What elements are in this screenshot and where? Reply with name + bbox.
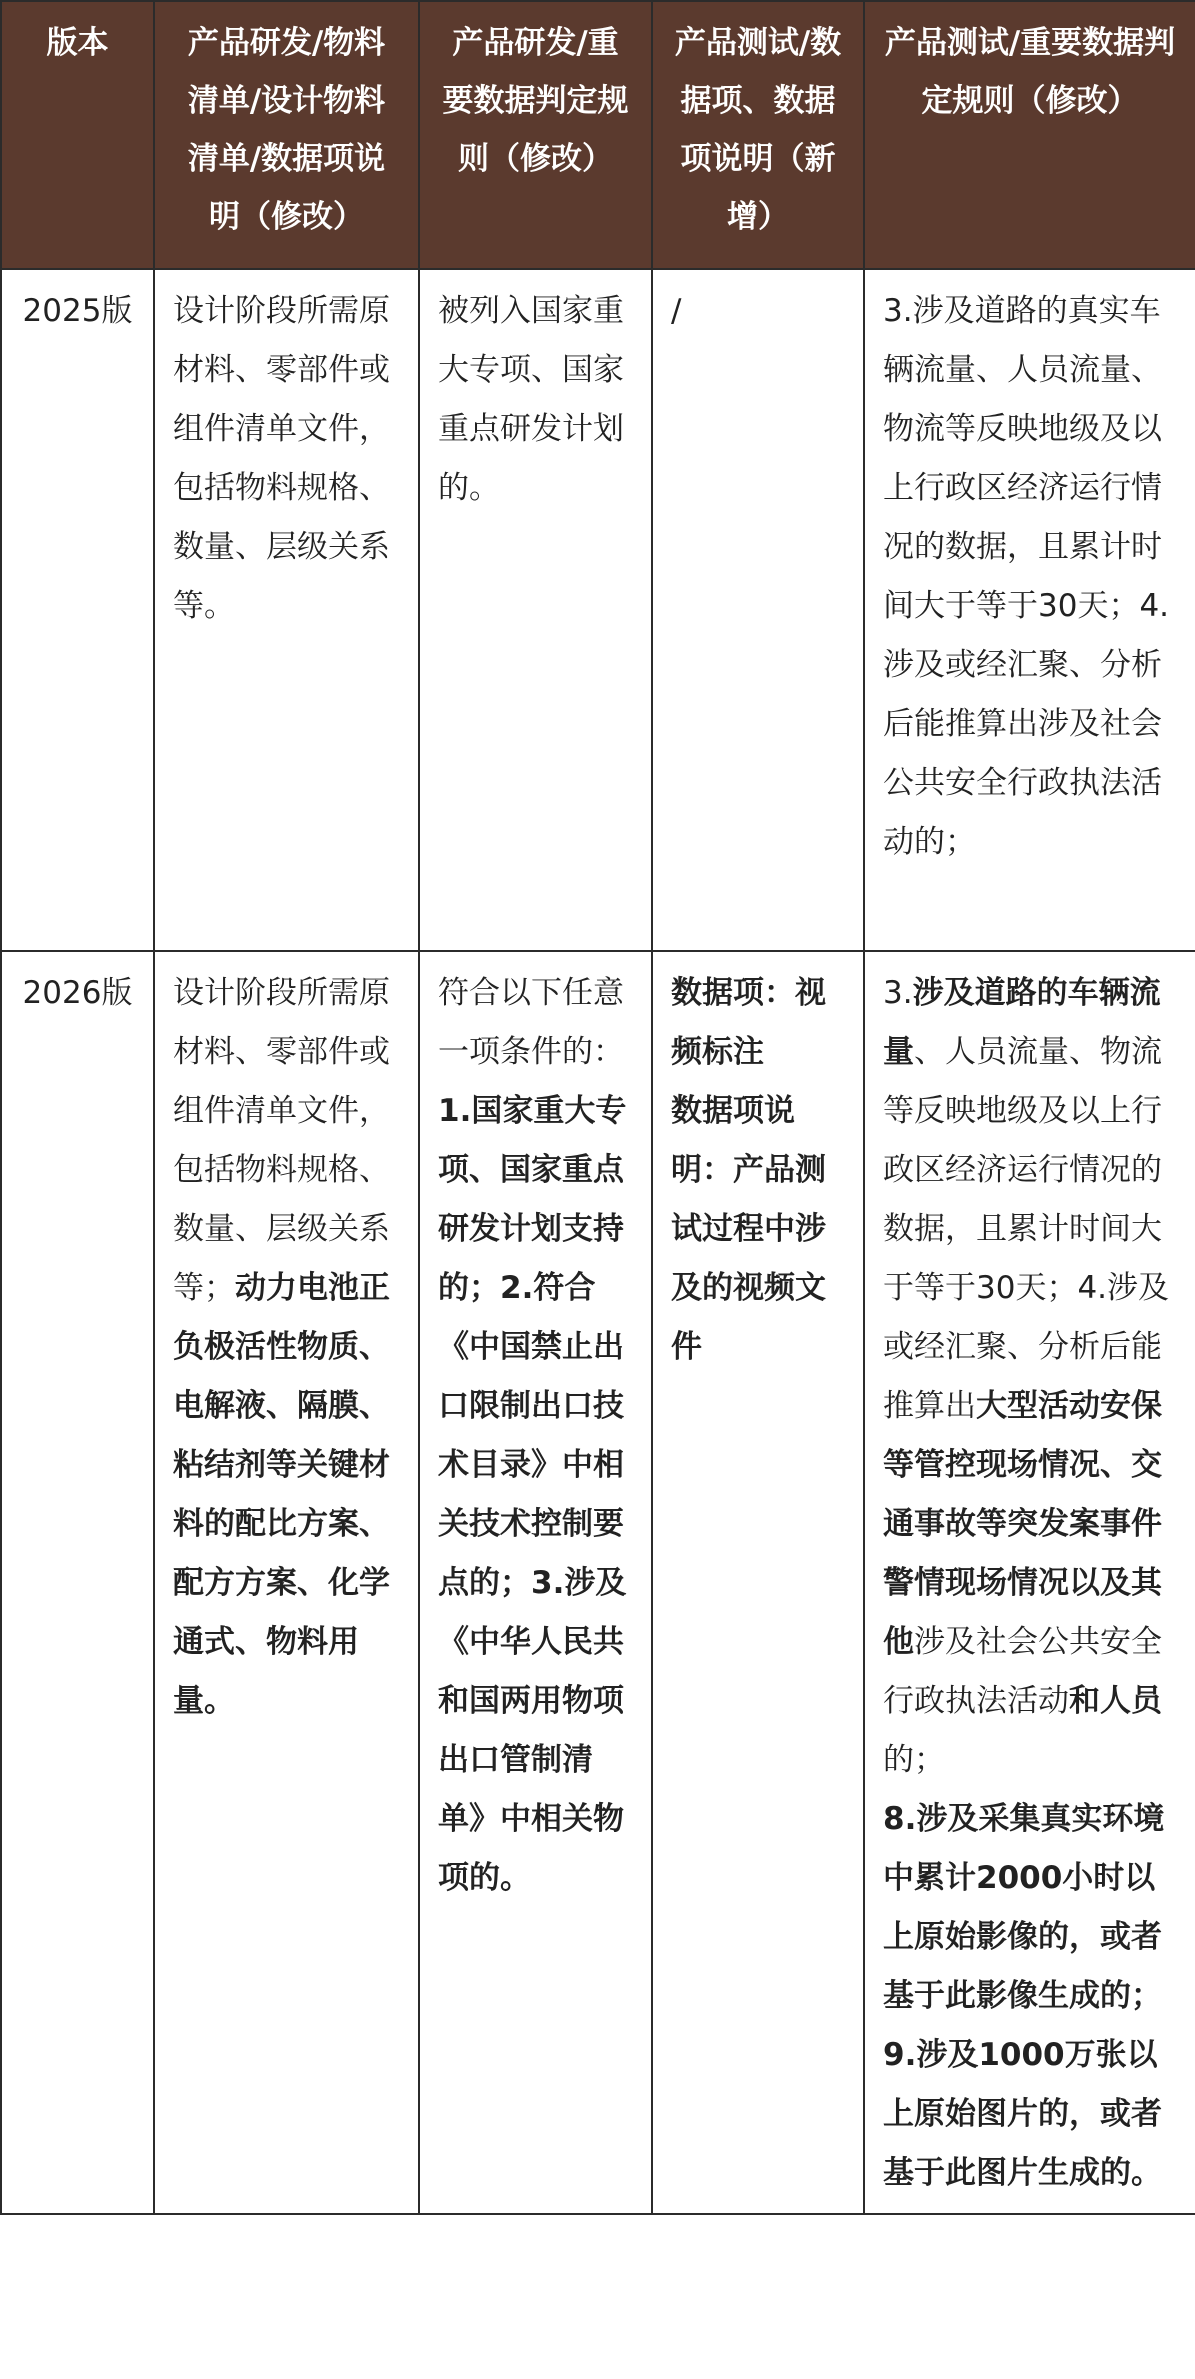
header-test-item: 产品测试/数据项、数据项说明（新增） [652, 1, 864, 269]
header-rd-rule: 产品研发/重要数据判定规则（修改） [419, 1, 652, 269]
text-segment: 符合以下任意一项条件的： [438, 975, 624, 1070]
bold-text-segment: 涉及道路的车辆流量 [883, 975, 1161, 1070]
text-segment: 3. [883, 975, 913, 1011]
rd-rule-cell [419, 269, 652, 951]
text-segment: 3.涉及道路的真实车辆流量、人员流量、物流等反映地级及以上行政区经济运行情况的数据，且累计时间大于等于30天；4.涉及或经汇聚、分析后能推算出涉及社会公共安全行政执法活动的； [883, 293, 1170, 860]
version-cell: 2025版 [1, 269, 154, 951]
bold-text-segment: 大型活动安保等管控现场情况、交通事故等突发案事件警情现场情况以及其他 [883, 1388, 1162, 1660]
header-version: 版本 [1, 1, 154, 269]
header-test-rule: 产品测试/重要数据判定规则（修改） [864, 1, 1195, 269]
rd-bom-cell [154, 951, 419, 2214]
rd-bom-cell [154, 269, 419, 951]
bold-text-segment: 动力电池正负极活性物质、电解液、隔膜、粘结剂等关键材料的配比方案、配方方案、化学通式、物料用量。 [173, 1270, 390, 1719]
bold-text-segment: 8.涉及采集真实环境中累计2000小时以上原始影像的，或者基于此影像生成的；9.涉及1000万张以上原始图片的，或者基于此图片生成的。 [883, 1801, 1165, 2191]
bold-text-segment: 和人员 [1069, 1683, 1162, 1719]
test-item-cell [652, 269, 864, 951]
text-segment: 的； [883, 1742, 945, 1778]
header-rd-bom: 产品研发/物料清单/设计物料清单/数据项说明（修改） [154, 1, 419, 269]
test-rule-cell [864, 269, 1195, 951]
test-item-cell [652, 951, 864, 2214]
rd-rule-cell [419, 951, 652, 2214]
table-header-row [1, 1, 1195, 269]
text-segment: 涉及社会公共安全行政执法活动 [883, 1624, 1162, 1719]
table-row-2025 [1, 269, 1195, 951]
version-cell: 2026版 [1, 951, 154, 2214]
table-row-2026 [1, 951, 1195, 2214]
text-segment: 、人员流量、物流等反映地级及以上行政区经济运行情况的数据，且累计时间大于等于30天；4.涉及或经汇聚、分析后能推算出 [883, 1034, 1170, 1424]
text-segment: 设计阶段所需原材料、零部件或组件清单文件，包括物料规格、数量、层级关系等； [173, 975, 390, 1306]
bold-text-segment: 数据项：视频标注 数据项说明：产品测试过程中涉及的视频文件 [671, 975, 826, 1365]
text-segment: 设计阶段所需原材料、零部件或组件清单文件，包括物料规格、数量、层级关系等。 [173, 293, 390, 624]
text-segment: / [671, 293, 682, 329]
bold-text-segment: 1.国家重大专项、国家重点研发计划支持的；2.符合《中国禁止出口限制出口技术目录》中相关技术控制要点的；3.涉及《中华人民共和国两用物项出口管制清单》中相关物项的。 [438, 1093, 627, 1896]
test-rule-cell [864, 951, 1195, 2214]
text-segment: 被列入国家重大专项、国家重点研发计划的。 [438, 293, 624, 506]
